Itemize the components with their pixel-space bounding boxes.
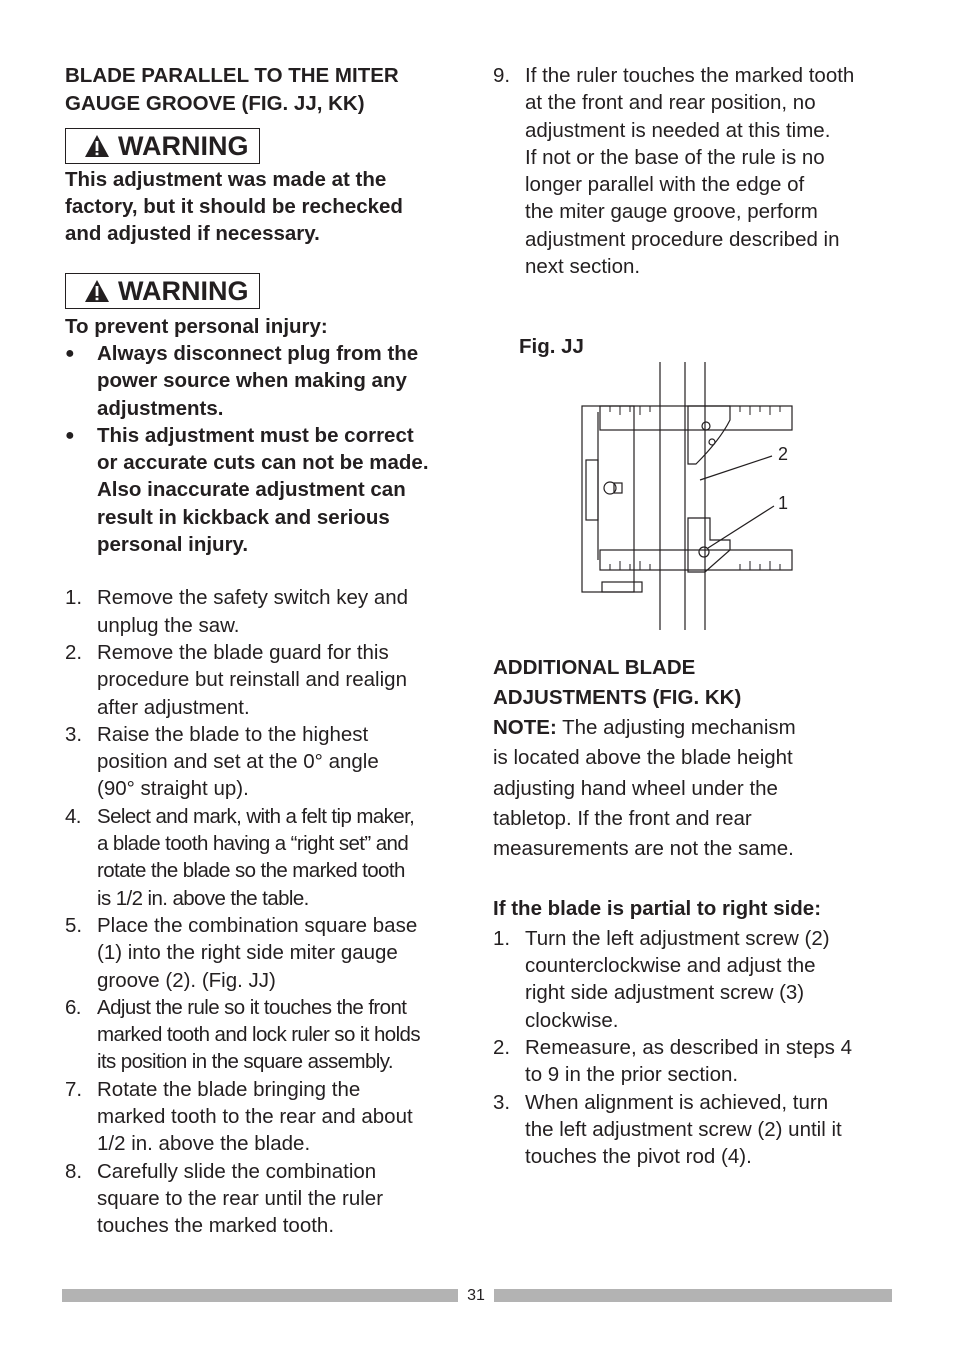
note-label: NOTE: xyxy=(493,716,557,739)
callout-2: 2 xyxy=(778,444,789,464)
list-item: 2. Remeasure, as described in steps 4 to 9 in the prior section. xyxy=(493,1035,853,1087)
list-item: 3. When alignment is achieved, turn the left adjustment screw (2) until it touches the pivot rod (4). xyxy=(493,1090,842,1169)
warning-box-2 xyxy=(65,273,260,309)
list-item: ● Always disconnect plug from the power source when making any adjustments. xyxy=(65,340,465,422)
footer-bar-left xyxy=(62,1289,458,1302)
list-item: 2. Remove the blade guard for this procedure but reinstall and realign after adjustment. xyxy=(65,640,407,719)
list-item: 9. If the ruler touches the marked tooth at the front and rear position, no adjustment is needed at this time. If not or the base of the rule is no longer parallel with the edge of the miter gauge groove, perform adjustment procedure described in next section. xyxy=(493,64,855,279)
warning-box-1 xyxy=(65,128,260,164)
right-side-steps xyxy=(493,925,903,1171)
left-column xyxy=(65,62,465,1240)
section-heading: BLADE PARALLEL TO THE MITER GAUGE GROOVE (FIG. JJ, KK) xyxy=(65,64,399,115)
list-item: 1. Remove the safety switch key and unplug the saw. xyxy=(65,586,409,637)
note-paragraph: NOTE: The adjusting mechanism is located above the blade height adjusting hand wheel under the tabletop. If the front and rear measurements are not the same. xyxy=(493,716,796,861)
subheading: If the blade is partial to right side: xyxy=(493,897,822,921)
list-item: 4. Select and mark, with a felt tip maker, a blade tooth having a “right set” and rotate the blade so the marked tooth is 1/2 in. above the table. xyxy=(65,804,415,910)
figure-label: Fig. JJ xyxy=(519,335,584,358)
list-item: 8. Carefully slide the combination square to the rear until the ruler touches the marked tooth. xyxy=(65,1159,384,1238)
warning-triangle-icon xyxy=(84,279,110,303)
callout-1: 1 xyxy=(778,493,789,513)
warning-label: WARNING xyxy=(118,130,249,161)
warning-2-intro: To prevent personal injury: xyxy=(65,315,328,338)
procedure-step-9 xyxy=(493,62,903,280)
right-column-lower xyxy=(493,653,903,1170)
footer-bar-right xyxy=(494,1289,892,1302)
page-number: 31 xyxy=(467,1287,485,1304)
warning-triangle-icon xyxy=(84,134,110,158)
section-heading-2: ADDITIONAL BLADE ADJUSTMENTS (FIG. KK) xyxy=(493,656,742,709)
list-item: 3. Raise the blade to the highest position and set at the 0° angle (90° straight up). xyxy=(65,722,379,801)
right-column xyxy=(493,62,903,280)
figure-jj-diagram xyxy=(570,360,810,632)
warning-bullet-list xyxy=(65,340,465,558)
warning-1-text: This adjustment was made at the factory, but it should be rechecked and adjusted if necessary. xyxy=(65,168,403,245)
warning-label: WARNING xyxy=(118,275,249,306)
list-item: 6. Adjust the rule so it touches the front marked tooth and lock ruler so it holds its position in the square assembly. xyxy=(65,995,420,1074)
procedure-steps xyxy=(65,584,465,1239)
list-item: 1. Turn the left adjustment screw (2) counterclockwise and adjust the right side adjustment screw (3) clockwise. xyxy=(493,926,830,1032)
list-item: ● This adjustment must be correct or accurate cuts can not be made. Also inaccurate adjustment can result in kickback and serious personal injury. xyxy=(65,422,465,558)
list-item: 5. Place the combination square base (1) into the right side miter gauge groove (2). (Fig. JJ) xyxy=(65,913,418,992)
list-item: 7. Rotate the blade bringing the marked tooth to the rear and about 1/2 in. above the blade. xyxy=(65,1077,413,1156)
